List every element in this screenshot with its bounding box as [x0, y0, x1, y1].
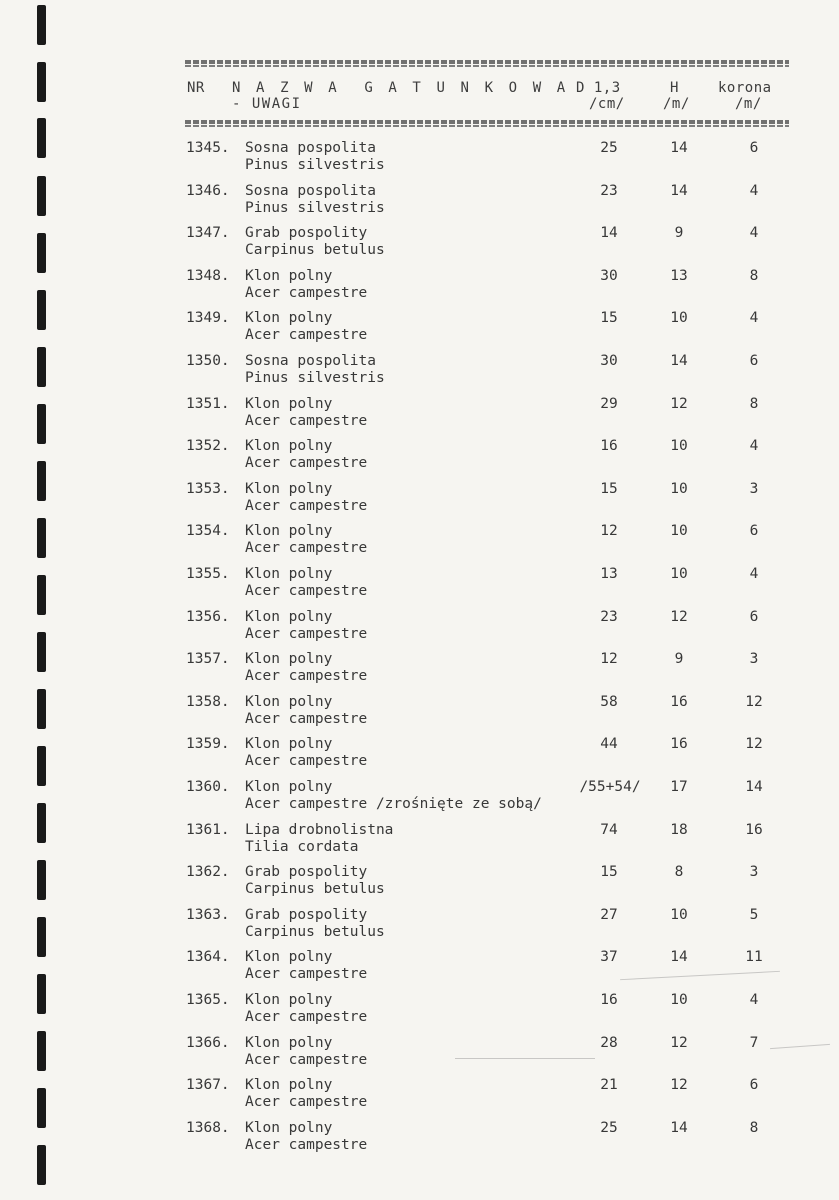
species-name: Klon polny — [245, 992, 333, 1008]
diameter-value: 30 — [600, 267, 618, 284]
row-number: 1349. — [186, 310, 230, 327]
species-name: Lipa drobnolistna — [245, 821, 394, 838]
crown-value: 6 — [749, 140, 759, 156]
header-remarks: - UWAGI — [232, 96, 302, 112]
latin-name: Acer campestre — [245, 966, 368, 983]
table-row — [0, 523, 839, 565]
row-number: 1360. — [186, 779, 230, 795]
height-value: 12 — [670, 608, 688, 625]
binding-hole — [37, 62, 46, 102]
height-value: 8 — [674, 864, 684, 881]
latin-name: Acer campestre — [245, 1051, 368, 1068]
height-value: 10 — [670, 438, 688, 455]
crown-value: 6 — [749, 353, 759, 369]
crown-value: 8 — [749, 395, 759, 412]
table-row — [0, 140, 839, 182]
row-number: 1367. — [186, 1077, 230, 1094]
latin-name: Acer campestre — [245, 1009, 368, 1025]
header-crown: korona — [718, 80, 772, 96]
table-row — [0, 864, 839, 906]
row-number: 1348. — [186, 267, 230, 284]
row-number: 1363. — [186, 906, 230, 923]
diameter-value: 25 — [600, 140, 618, 156]
height-value: 14 — [670, 140, 688, 156]
species-name: Grab pospolity — [245, 225, 368, 242]
diameter-value: /55+54/ — [579, 779, 641, 795]
table-row — [0, 481, 839, 523]
row-number: 1351. — [186, 395, 230, 412]
crown-value: 4 — [749, 992, 759, 1008]
height-value: 10 — [670, 566, 688, 582]
latin-name: Acer campestre — [245, 710, 368, 727]
diameter-value: 14 — [600, 225, 618, 242]
species-name: Klon polny — [245, 651, 333, 668]
row-number: 1345. — [186, 140, 230, 156]
crown-value: 3 — [749, 480, 759, 497]
species-name: Sosna pospolita — [245, 182, 376, 199]
diameter-value: 16 — [600, 992, 618, 1008]
row-number: 1350. — [186, 353, 230, 369]
height-value: 10 — [670, 480, 688, 497]
row-number: 1355. — [186, 566, 230, 582]
latin-name: Acer campestre — [245, 625, 368, 642]
height-value: 12 — [670, 1077, 688, 1094]
latin-name: Tilia cordata — [245, 838, 359, 855]
table-row — [0, 694, 839, 736]
table-row — [0, 183, 839, 225]
crown-value: 14 — [745, 779, 763, 795]
table-row — [0, 1035, 839, 1077]
table-row — [0, 225, 839, 267]
height-value: 17 — [670, 779, 688, 795]
latin-name: Acer campestre — [245, 327, 368, 344]
diameter-value: 13 — [600, 566, 618, 582]
row-number: 1364. — [186, 949, 230, 966]
species-name: Sosna pospolita — [245, 353, 376, 369]
crown-value: 5 — [749, 906, 759, 923]
table-row — [0, 736, 839, 778]
crown-value: 4 — [749, 310, 759, 327]
species-name: Klon polny — [245, 1077, 333, 1094]
table-row — [0, 1120, 839, 1162]
height-value: 10 — [670, 310, 688, 327]
latin-name: Carpinus betulus — [245, 923, 385, 940]
table-row — [0, 907, 839, 949]
crown-value: 4 — [749, 225, 759, 242]
header-bottom-rule — [185, 120, 789, 124]
table-row — [0, 310, 839, 352]
crown-value: 11 — [745, 949, 763, 966]
table-row — [0, 268, 839, 310]
height-value: 14 — [670, 182, 688, 199]
row-number: 1352. — [186, 438, 230, 455]
diameter-value: 44 — [600, 736, 618, 753]
crown-value: 4 — [749, 566, 759, 582]
height-value: 16 — [670, 693, 688, 710]
crown-value: 12 — [745, 693, 763, 710]
latin-name: Acer campestre — [245, 668, 368, 685]
row-number: 1368. — [186, 1119, 230, 1136]
row-number: 1356. — [186, 608, 230, 625]
diameter-value: 37 — [600, 949, 618, 966]
pencil-stroke — [455, 1058, 595, 1059]
species-name: Klon polny — [245, 949, 333, 966]
latin-name: Acer campestre — [245, 753, 368, 770]
species-name: Klon polny — [245, 523, 333, 540]
height-value: 14 — [670, 949, 688, 966]
header-species-name: N A Z W A G A T U N K O W A — [232, 80, 569, 96]
species-name: Klon polny — [245, 267, 333, 284]
row-number: 1346. — [186, 182, 230, 199]
latin-name: Carpinus betulus — [245, 881, 385, 898]
species-name: Klon polny — [245, 438, 333, 455]
latin-name: Acer campestre — [245, 1136, 368, 1153]
latin-name: Carpinus betulus — [245, 242, 385, 259]
height-value: 9 — [674, 651, 684, 668]
species-name: Klon polny — [245, 1034, 333, 1051]
species-name: Klon polny — [245, 779, 333, 795]
table-row — [0, 779, 839, 821]
row-number: 1347. — [186, 225, 230, 242]
table-row — [0, 992, 839, 1034]
species-name: Klon polny — [245, 480, 333, 497]
species-name: Klon polny — [245, 693, 333, 710]
diameter-value: 30 — [600, 353, 618, 369]
crown-value: 3 — [749, 651, 759, 668]
height-value: 12 — [670, 395, 688, 412]
header-height-unit: /m/ — [663, 96, 690, 112]
diameter-value: 74 — [600, 821, 618, 838]
diameter-value: 12 — [600, 651, 618, 668]
latin-name: Acer campestre — [245, 284, 368, 301]
header-top-rule — [185, 60, 789, 64]
latin-name: Acer campestre — [245, 497, 368, 514]
diameter-value: 28 — [600, 1034, 618, 1051]
species-name: Grab pospolity — [245, 864, 368, 881]
species-name: Klon polny — [245, 310, 333, 327]
header-crown-unit: /m/ — [735, 96, 762, 112]
table-row — [0, 609, 839, 651]
table-row — [0, 566, 839, 608]
table-row — [0, 651, 839, 693]
crown-value: 4 — [749, 438, 759, 455]
latin-name: Acer campestre — [245, 540, 368, 557]
diameter-value: 21 — [600, 1077, 618, 1094]
height-value: 14 — [670, 353, 688, 369]
row-number: 1353. — [186, 480, 230, 497]
crown-value: 6 — [749, 523, 759, 540]
height-value: 12 — [670, 1034, 688, 1051]
latin-name: Pinus silvestris — [245, 157, 385, 173]
height-value: 9 — [674, 225, 684, 242]
crown-value: 4 — [749, 182, 759, 199]
crown-value: 6 — [749, 1077, 759, 1094]
row-number: 1362. — [186, 864, 230, 881]
table-row — [0, 353, 839, 395]
latin-name: Acer campestre — [245, 455, 368, 472]
table-row — [0, 822, 839, 864]
crown-value: 3 — [749, 864, 759, 881]
diameter-value: 25 — [600, 1119, 618, 1136]
row-number: 1357. — [186, 651, 230, 668]
crown-value: 8 — [749, 1119, 759, 1136]
height-value: 10 — [670, 523, 688, 540]
diameter-value: 23 — [600, 182, 618, 199]
row-number: 1354. — [186, 523, 230, 540]
crown-value: 16 — [745, 821, 763, 838]
species-name: Klon polny — [245, 736, 333, 753]
crown-value: 7 — [749, 1034, 759, 1051]
table-row — [0, 1077, 839, 1119]
latin-name: Pinus silvestris — [245, 370, 385, 386]
crown-value: 12 — [745, 736, 763, 753]
latin-name: Acer campestre /zrośnięte ze sobą/ — [245, 796, 542, 812]
row-number: 1358. — [186, 693, 230, 710]
diameter-value: 29 — [600, 395, 618, 412]
table-row — [0, 949, 839, 991]
row-number: 1366. — [186, 1034, 230, 1051]
height-value: 10 — [670, 906, 688, 923]
species-name: Grab pospolity — [245, 906, 368, 923]
header-height: H — [670, 80, 679, 96]
header-diameter: D 1,3 — [576, 80, 621, 96]
diameter-value: 27 — [600, 906, 618, 923]
crown-value: 6 — [749, 608, 759, 625]
height-value: 14 — [670, 1119, 688, 1136]
diameter-value: 16 — [600, 438, 618, 455]
species-name: Klon polny — [245, 608, 333, 625]
latin-name: Acer campestre — [245, 583, 368, 599]
table-row — [0, 438, 839, 480]
species-name: Klon polny — [245, 1119, 333, 1136]
header-nr: NR — [187, 80, 205, 96]
diameter-value: 23 — [600, 608, 618, 625]
species-name: Sosna pospolita — [245, 140, 376, 156]
latin-name: Pinus silvestris — [245, 199, 385, 216]
height-value: 18 — [670, 821, 688, 838]
species-name: Klon polny — [245, 395, 333, 412]
height-value: 16 — [670, 736, 688, 753]
crown-value: 8 — [749, 267, 759, 284]
row-number: 1365. — [186, 992, 230, 1008]
diameter-value: 15 — [600, 480, 618, 497]
row-number: 1361. — [186, 821, 230, 838]
diameter-value: 15 — [600, 864, 618, 881]
header-diameter-unit: /cm/ — [589, 96, 625, 112]
height-value: 10 — [670, 992, 688, 1008]
diameter-value: 12 — [600, 523, 618, 540]
latin-name: Acer campestre — [245, 1094, 368, 1111]
height-value: 13 — [670, 267, 688, 284]
latin-name: Acer campestre — [245, 412, 368, 429]
diameter-value: 58 — [600, 693, 618, 710]
diameter-value: 15 — [600, 310, 618, 327]
binding-hole — [37, 5, 46, 45]
species-name: Klon polny — [245, 566, 333, 582]
row-number: 1359. — [186, 736, 230, 753]
table-row — [0, 396, 839, 438]
